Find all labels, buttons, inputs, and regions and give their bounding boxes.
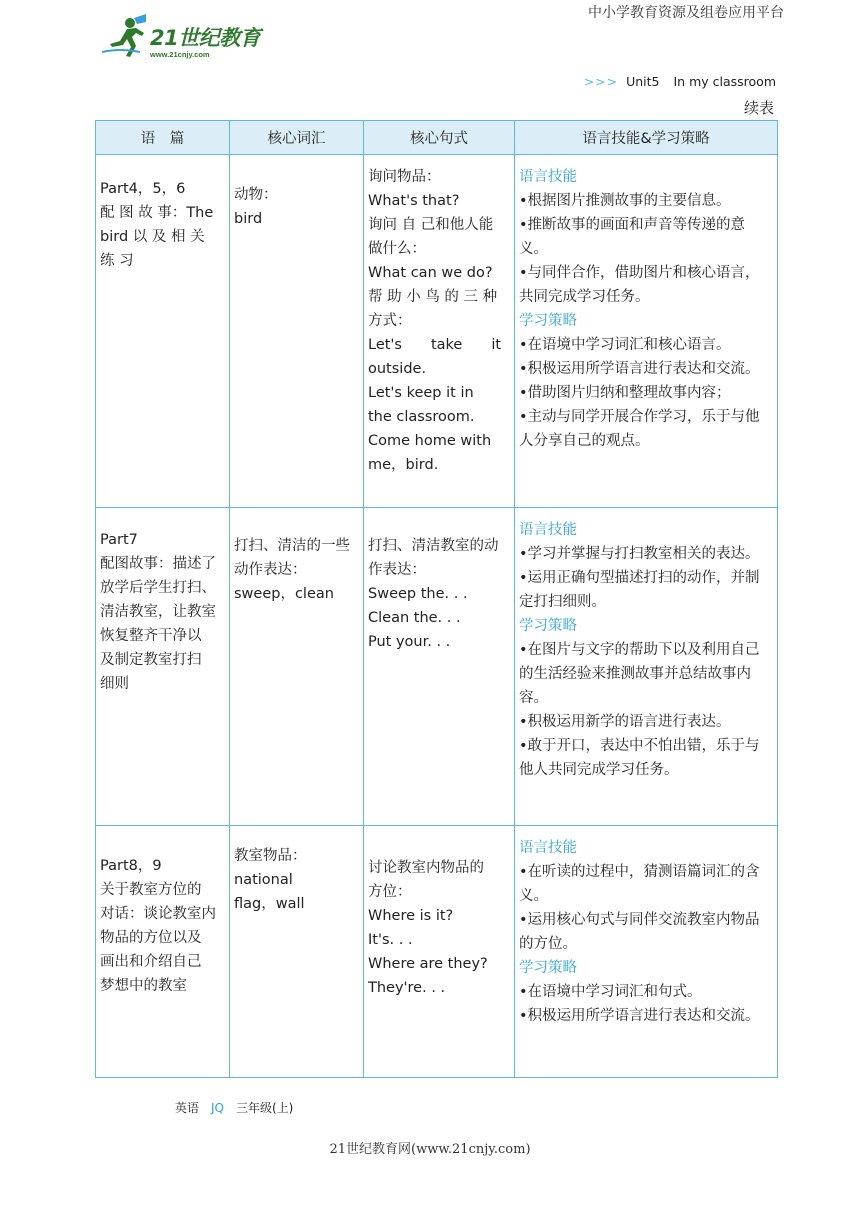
vocab-cell: 打扫、清洁的一些 动作表达： sweep，clean — [230, 508, 364, 826]
table-row — [96, 508, 778, 826]
passage-cell: Part4，5，6 配 图 故 事：The bird 以 及 相 关 练 习 — [96, 155, 230, 508]
strategy-title: 学习策略 — [519, 313, 577, 329]
chevron-right-icon: >>> — [583, 74, 619, 89]
skills-cell — [515, 508, 778, 826]
sentences-cell: 询问物品： What's that? 询问 自 己和他人能 做什么： What can we do? 帮 助 小 鸟 的 三 种 方式： Let's take it outside. Let's keep it in the classroom. Come home with me，bird. — [364, 155, 515, 508]
list-item: •与同伴合作，借助图片和核心语言，共同完成学习任务。 — [519, 265, 760, 305]
unit-number: Unit5 — [626, 74, 660, 89]
skills-cell — [515, 155, 778, 508]
vocab-cell: 动物： bird — [230, 155, 364, 508]
unit-heading — [584, 74, 776, 89]
list-item: •学习并掌握与打扫教室相关的表达。 — [519, 546, 760, 562]
header-sentences: 核心句式 — [364, 121, 515, 155]
site-logo[interactable] — [100, 14, 270, 62]
list-item: •积极运用所学语言进行表达和交流。 — [519, 1008, 760, 1024]
passage-cell: Part7 配图故事：描述了 放学后学生打扫、 清洁教室，让教室 恢复整齐干净以 及制定教室打扫 细则 — [96, 508, 230, 826]
skills-cell — [515, 826, 778, 1078]
grade-label: 三年级(上) — [236, 1101, 294, 1115]
list-item: •运用核心句式与同伴交流教室内物品的方位。 — [519, 912, 760, 952]
continued-label: 续表 — [743, 99, 774, 117]
curriculum-table — [95, 120, 778, 1078]
list-item: •在语境中学习词汇和句式。 — [519, 984, 702, 1000]
header-skills: 语言技能&学习策略 — [515, 121, 778, 155]
strategy-title: 学习策略 — [519, 618, 577, 634]
header-passage: 语 篇 — [96, 121, 230, 155]
strategy-title: 学习策略 — [519, 960, 577, 976]
vocab-cell: 教室物品： national flag，wall — [230, 826, 364, 1078]
site-footer-link[interactable]: 21世纪教育网(www.21cnjy.com) — [329, 1142, 531, 1157]
list-item: •借助图片归纳和整理故事内容； — [519, 385, 731, 401]
list-item: •在语境中学习词汇和核心语言。 — [519, 337, 731, 353]
list-item: •积极运用新学的语言进行表达。 — [519, 714, 731, 730]
unit-title: In my classroom — [673, 74, 776, 89]
skills-title: 语言技能 — [519, 169, 577, 185]
platform-label: 中小学教育资源及组卷应用平台 — [588, 5, 784, 21]
table-row — [96, 826, 778, 1078]
subject-label: 英语 — [175, 1101, 200, 1115]
sentences-cell: 打扫、清洁教室的动 作表达： Sweep the. . . Clean the. . . Put your. . . — [364, 508, 515, 826]
header-vocab: 核心词汇 — [230, 121, 364, 155]
list-item: •运用正确句型描述打扫的动作，并制定打扫细则。 — [519, 570, 760, 610]
sentences-cell: 讨论教室内物品的 方位： Where is it? It's. . . Where are they? They're. . . — [364, 826, 515, 1078]
logo-wordmark: 21世纪教育 — [150, 26, 261, 50]
edition-label: JQ — [211, 1101, 224, 1115]
book-info — [175, 1099, 293, 1116]
logo-url: www.21cnjy.com — [150, 50, 210, 59]
list-item: •在听读的过程中，猜测语篇词汇的含义。 — [519, 864, 760, 904]
list-item: •敢于开口，表达中不怕出错，乐于与他人共同完成学习任务。 — [519, 738, 760, 778]
table-row — [96, 155, 778, 508]
passage-cell: Part8，9 关于教室方位的 对话：谈论教室内 物品的方位以及 画出和介绍自己 梦想中的教室 — [96, 826, 230, 1078]
list-item: •在图片与文字的帮助下以及利用自己的生活经验来推测故事并总结故事内容。 — [519, 642, 760, 706]
runner-logo-icon — [100, 14, 148, 60]
list-item: •推断故事的画面和声音等传递的意义。 — [519, 217, 746, 257]
list-item: •根据图片推测故事的主要信息。 — [519, 193, 731, 209]
skills-title: 语言技能 — [519, 840, 577, 856]
table-header-row — [96, 121, 778, 155]
list-item: •积极运用所学语言进行表达和交流。 — [519, 361, 760, 377]
list-item: •主动与同学开展合作学习，乐于与他人分享自己的观点。 — [519, 409, 760, 449]
skills-title: 语言技能 — [519, 522, 577, 538]
